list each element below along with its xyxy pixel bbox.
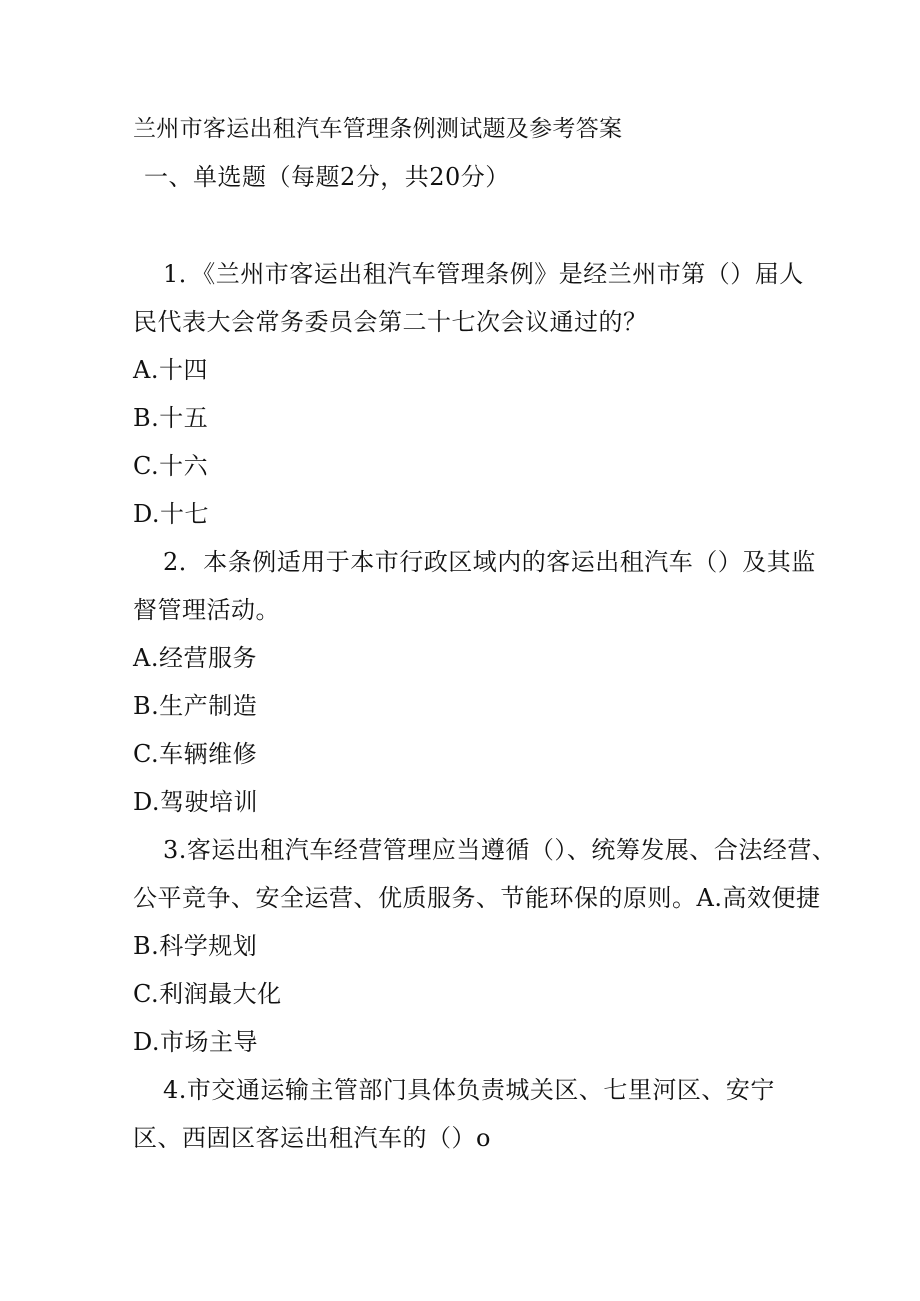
question-2-stem-line2: 督管理活动。 <box>133 596 280 624</box>
section-heading: 一、单选题（每题2分，共20分） <box>144 163 510 191</box>
question-3-stem-line1: 3.客运出租汽车经营管理应当遵循（）、统筹发展、合法经营、 <box>163 836 837 864</box>
question-1-stem-line1: 1．《兰州市客运出租汽车管理条例》是经兰州市第（）届人 <box>163 260 804 288</box>
question-1-option-b: B.十五 <box>133 404 209 432</box>
question-1-option-d: D.十七 <box>133 500 210 528</box>
question-1-option-c: C.十六 <box>133 452 209 480</box>
question-3-option-b: B.科学规划 <box>133 932 258 960</box>
question-1-option-a: A.十四 <box>133 356 208 384</box>
question-2-stem-line1: 2．本条例适用于本市行政区域内的客运出租汽车（）及其监 <box>163 548 816 576</box>
question-4-stem-line2: 区、西固区客运出租汽车的（）o <box>133 1124 491 1152</box>
question-2-option-b: B.生产制造 <box>133 692 258 720</box>
question-3-option-d: D.市场主导 <box>133 1028 259 1056</box>
question-4-stem-line1: 4.市交通运输主管部门具体负责城关区、七里河区、安宁 <box>163 1076 775 1104</box>
question-3-option-c: C.利润最大化 <box>133 980 282 1008</box>
document-title: 兰州市客运出租汽车管理条例测试题及参考答案 <box>133 116 623 142</box>
question-2-option-c: C.车辆维修 <box>133 740 258 768</box>
question-2-option-a: A.经营服务 <box>133 644 257 672</box>
question-3-stem-line2: 公平竞争、安全运营、优质服务、节能环保的原则。A.高效便捷 <box>133 884 821 912</box>
question-1-stem-line2: 民代表大会常务委员会第二十七次会议通过的？ <box>133 308 648 336</box>
question-2-option-d: D.驾驶培训 <box>133 788 259 816</box>
